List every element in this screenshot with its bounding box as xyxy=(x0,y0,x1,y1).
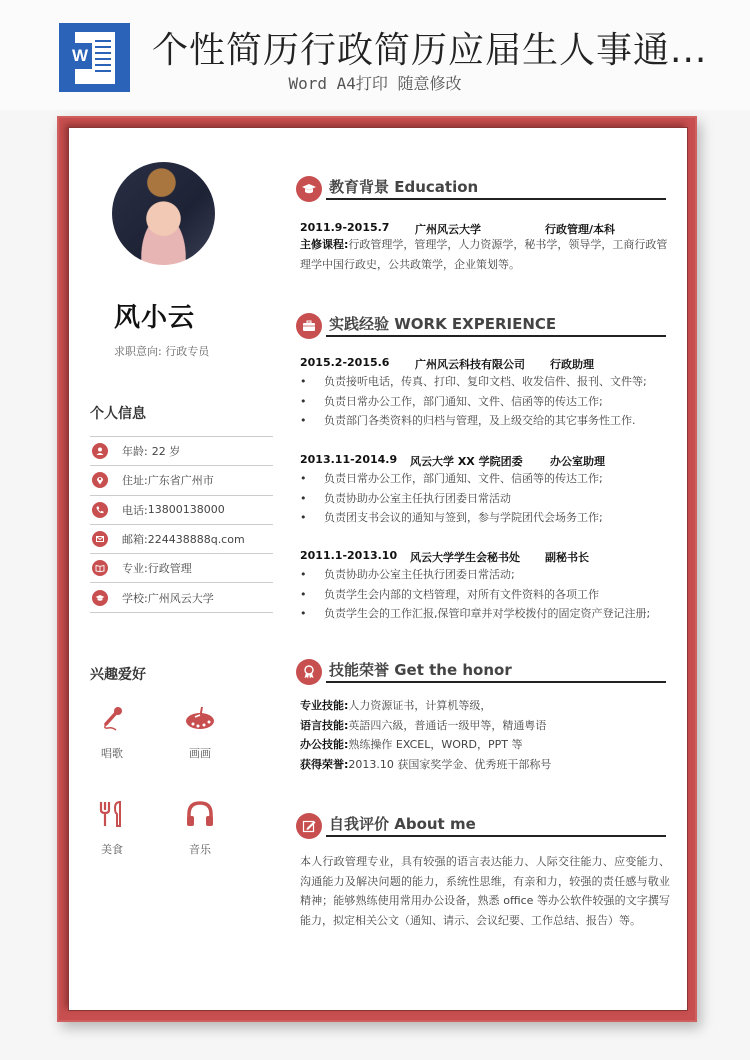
graduation-cap-icon xyxy=(92,590,108,606)
info-row-email: 邮箱: 224438888q.com xyxy=(90,525,273,554)
job-objective: 求职意向: 行政专员 xyxy=(114,345,210,358)
skill-row: 语言技能:英語四六級，普通话一级甲等，精通粤语 xyxy=(300,718,547,732)
education-entry-header: 2011.9-2015.7 广州风云大学 行政管理/本科 xyxy=(300,221,616,236)
headphones-icon xyxy=(170,799,230,829)
education-section-header: 教育背景 Education xyxy=(296,174,666,204)
skills-section-header: 技能荣誉 Get the honor xyxy=(296,657,666,687)
graduation-cap-icon xyxy=(296,176,322,202)
mail-icon xyxy=(92,531,108,547)
hobby-music: 音乐 xyxy=(170,799,230,857)
info-row-major: 专业: 行政管理 xyxy=(90,554,273,583)
fork-knife-icon xyxy=(82,799,142,829)
avatar xyxy=(112,162,215,265)
hobby-singing: 唱歌 xyxy=(82,703,142,761)
info-row-school: 学校: 广州风云大学 xyxy=(90,583,273,612)
about-text: 本人行政管理专业，具有较强的语言表达能力、人际交往能力、应变能力、沟通能力及解决问题的能力，系统性思维，有亲和力，较强的责任感与敬业精神；能够熟练使用常用办公设备，熟悉 office 等办公软件较强的文字撰写能力，拟定相关公文（通知、请示、会议纪要、工作总结、报告）等。 xyxy=(300,855,670,927)
book-icon xyxy=(92,560,108,576)
info-row-phone: 电话: 13800138000 xyxy=(90,496,273,525)
skills-list xyxy=(300,696,670,774)
about-section-header: 自我评价 About me xyxy=(296,811,666,841)
document-title: 个性简历行政简历应届生人事通... xyxy=(152,30,708,71)
microphone-icon xyxy=(82,703,142,733)
location-pin-icon xyxy=(92,472,108,488)
skill-row: 获得荣誉:2013.10 获国家奖学金、优秀班干部称号 xyxy=(300,757,552,771)
briefcase-icon xyxy=(296,313,322,339)
experience-section-header: 实践经验 WORK EXPERIENCE xyxy=(296,311,666,341)
word-icon: W xyxy=(59,23,130,92)
edit-pencil-icon xyxy=(296,813,322,839)
palette-icon xyxy=(170,703,230,733)
candidate-name: 风小云 xyxy=(114,303,196,333)
resume-page xyxy=(68,127,688,1011)
experience-bullets: • 负责协助办公室主任执行团委日常活动; • 负责学生会内部的文档管理，对所有文件资料的各项工作 • 负责学生会的工作汇报,保管印章并对学校拨付的固定资产登记注册; xyxy=(300,565,670,624)
experience-entry-header: 2013.11-2014.9 风云大学 XX 学院团委 办公室助理 xyxy=(300,453,605,468)
personal-info-list xyxy=(90,436,273,613)
award-ribbon-icon xyxy=(296,659,322,685)
info-row-age: 年龄: 22 岁 xyxy=(90,437,273,466)
education-courses: 主修课程:行政管理学，管理学，人力资源学，秘书学，领导学，工商行政管理学中国行政史，公共政策学，企业策划等。 xyxy=(300,238,668,271)
skill-row: 专业技能:人力资源证书，计算机等级， xyxy=(300,699,492,712)
phone-icon xyxy=(92,502,108,518)
experience-entry-header: 2011.1-2013.10 风云大学学生会秘书处 副秘书长 xyxy=(300,549,589,564)
hobbies-heading: 兴趣爱好 xyxy=(90,667,146,683)
skill-row: 办公技能:熟练操作 EXCEL，WORD，PPT 等 xyxy=(300,738,523,751)
preview-header xyxy=(0,0,750,110)
personal-info-heading: 个人信息 xyxy=(90,406,146,422)
document-subtitle: Word A4打印 随意修改 xyxy=(288,74,462,93)
experience-bullets: • 负责接听电话，传真、打印、复印文档、收发信件、报刊、文件等; • 负责日常办公工作，部门通知、文件、信函等的传达工作; • 负责部门各类资料的归档与管理，及上级交给的其它事务性工作. xyxy=(300,372,670,431)
hobby-painting: 画画 xyxy=(170,703,230,761)
experience-bullets: • 负责日常办公工作，部门通知、文件、信函等的传达工作; • 负责协助办公室主任执行团委日常活动 • 负责团支书会议的通知与签到，参与学院团代会场务工作; xyxy=(300,469,670,528)
experience-entry-header: 2015.2-2015.6 广州风云科技有限公司 行政助理 xyxy=(300,356,594,371)
user-icon xyxy=(92,443,108,459)
resume-frame xyxy=(57,116,697,1022)
info-row-address: 住址: 广东省广州市 xyxy=(90,466,273,495)
hobby-food: 美食 xyxy=(82,799,142,857)
